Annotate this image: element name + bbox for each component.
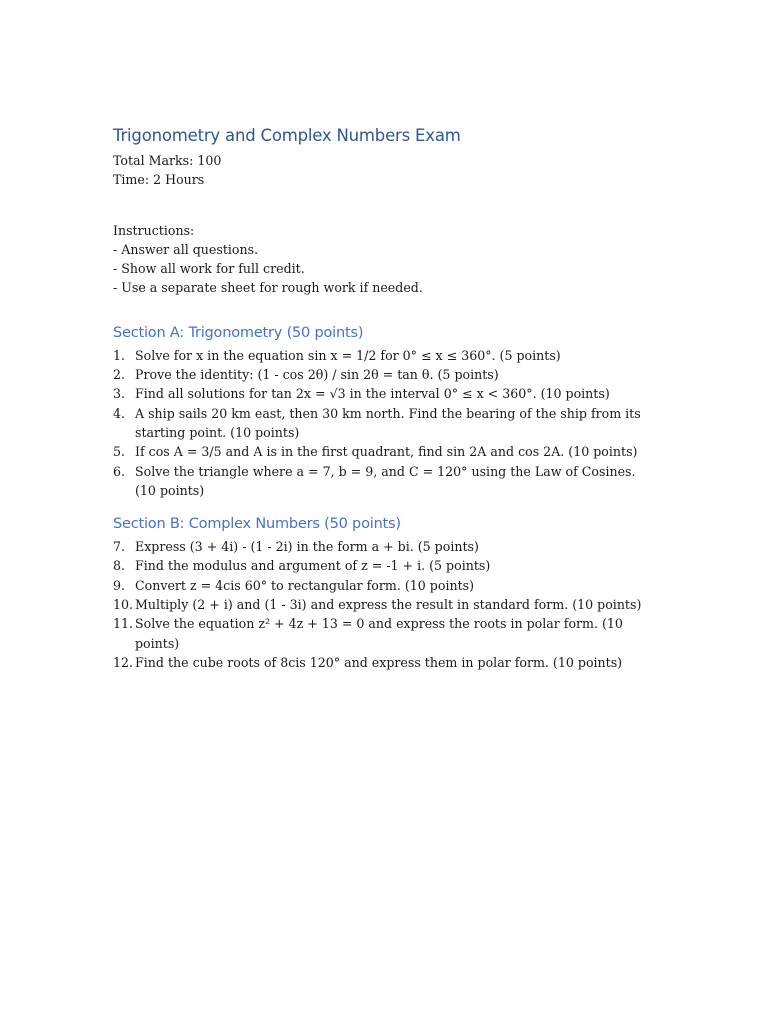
question-item	[113, 404, 658, 443]
question-text: Solve the triangle where a = 7, b = 9, and C = 120° using the Law of Cosines. (10 points)	[135, 463, 636, 498]
question-number: 7.	[113, 539, 126, 555]
section-a-questions	[113, 346, 658, 500]
question-number: 2.	[113, 367, 126, 383]
question-item	[113, 442, 658, 461]
exam-document	[113, 124, 658, 672]
question-item	[113, 595, 658, 614]
question-number: 9.	[113, 577, 126, 593]
instruction-item: - Answer all questions.	[113, 241, 259, 257]
question-number: 8.	[113, 558, 126, 574]
question-number: 4.	[113, 405, 126, 421]
question-item	[113, 384, 658, 403]
question-text: Multiply (2 + i) and (1 - 3i) and express the result in standard form. (10 points)	[135, 597, 642, 613]
instructions-block	[113, 221, 658, 298]
instruction-item: - Show all work for full credit.	[113, 261, 305, 277]
section-b-heading: Section B: Complex Numbers (50 points)	[113, 516, 401, 533]
question-number: 12.	[113, 654, 134, 670]
spacer	[113, 500, 658, 513]
question-text: Find the modulus and argument of z = -1 + i. (5 points)	[135, 558, 491, 574]
question-text: If cos A = 3/5 and A is in the first quadrant, find sin 2A and cos 2A. (10 points)	[135, 444, 638, 460]
question-text: Convert z = 4cis 60° to rectangular form. (10 points)	[135, 577, 475, 593]
instruction-item: - Use a separate sheet for rough work if needed.	[113, 280, 423, 296]
question-item	[113, 556, 658, 575]
question-item	[113, 346, 658, 365]
question-item	[113, 653, 658, 672]
question-text: Solve the equation z² + 4z + 13 = 0 and express the roots in polar form. (10 points)	[135, 616, 623, 651]
question-number: 6.	[113, 463, 126, 479]
section-b-questions	[113, 537, 658, 672]
question-text: Find all solutions for tan 2x = √3 in the interval 0° ≤ x < 360°. (10 points)	[135, 386, 610, 402]
spacer	[113, 190, 658, 221]
exam-title: Trigonometry and Complex Numbers Exam	[113, 126, 461, 145]
question-text: Find the cube roots of 8cis 120° and express them in polar form. (10 points)	[135, 654, 623, 670]
question-text: Solve for x in the equation sin x = 1/2 for 0° ≤ x ≤ 360°. (5 points)	[135, 347, 561, 363]
question-number: 3.	[113, 386, 126, 402]
question-text: Prove the identity: (1 - cos 2θ) / sin 2θ = tan θ. (5 points)	[135, 367, 499, 383]
question-item	[113, 365, 658, 384]
question-number: 11.	[113, 616, 134, 632]
question-item	[113, 537, 658, 556]
question-number: 1.	[113, 347, 126, 363]
exam-time: Time: 2 Hours	[113, 172, 205, 188]
question-text: A ship sails 20 km east, then 30 km north. Find the bearing of the ship from its starting point. (10 points)	[135, 405, 641, 440]
instructions-heading: Instructions:	[113, 222, 195, 238]
spacer	[113, 298, 658, 322]
question-number: 5.	[113, 444, 126, 460]
question-item	[113, 462, 658, 501]
total-marks: Total Marks: 100	[113, 153, 222, 168]
question-item	[113, 576, 658, 595]
section-a-heading: Section A: Trigonometry (50 points)	[113, 324, 364, 341]
question-text: Express (3 + 4i) - (1 - 2i) in the form a + bi. (5 points)	[135, 539, 479, 555]
question-number: 10.	[113, 597, 134, 613]
question-item	[113, 614, 658, 653]
